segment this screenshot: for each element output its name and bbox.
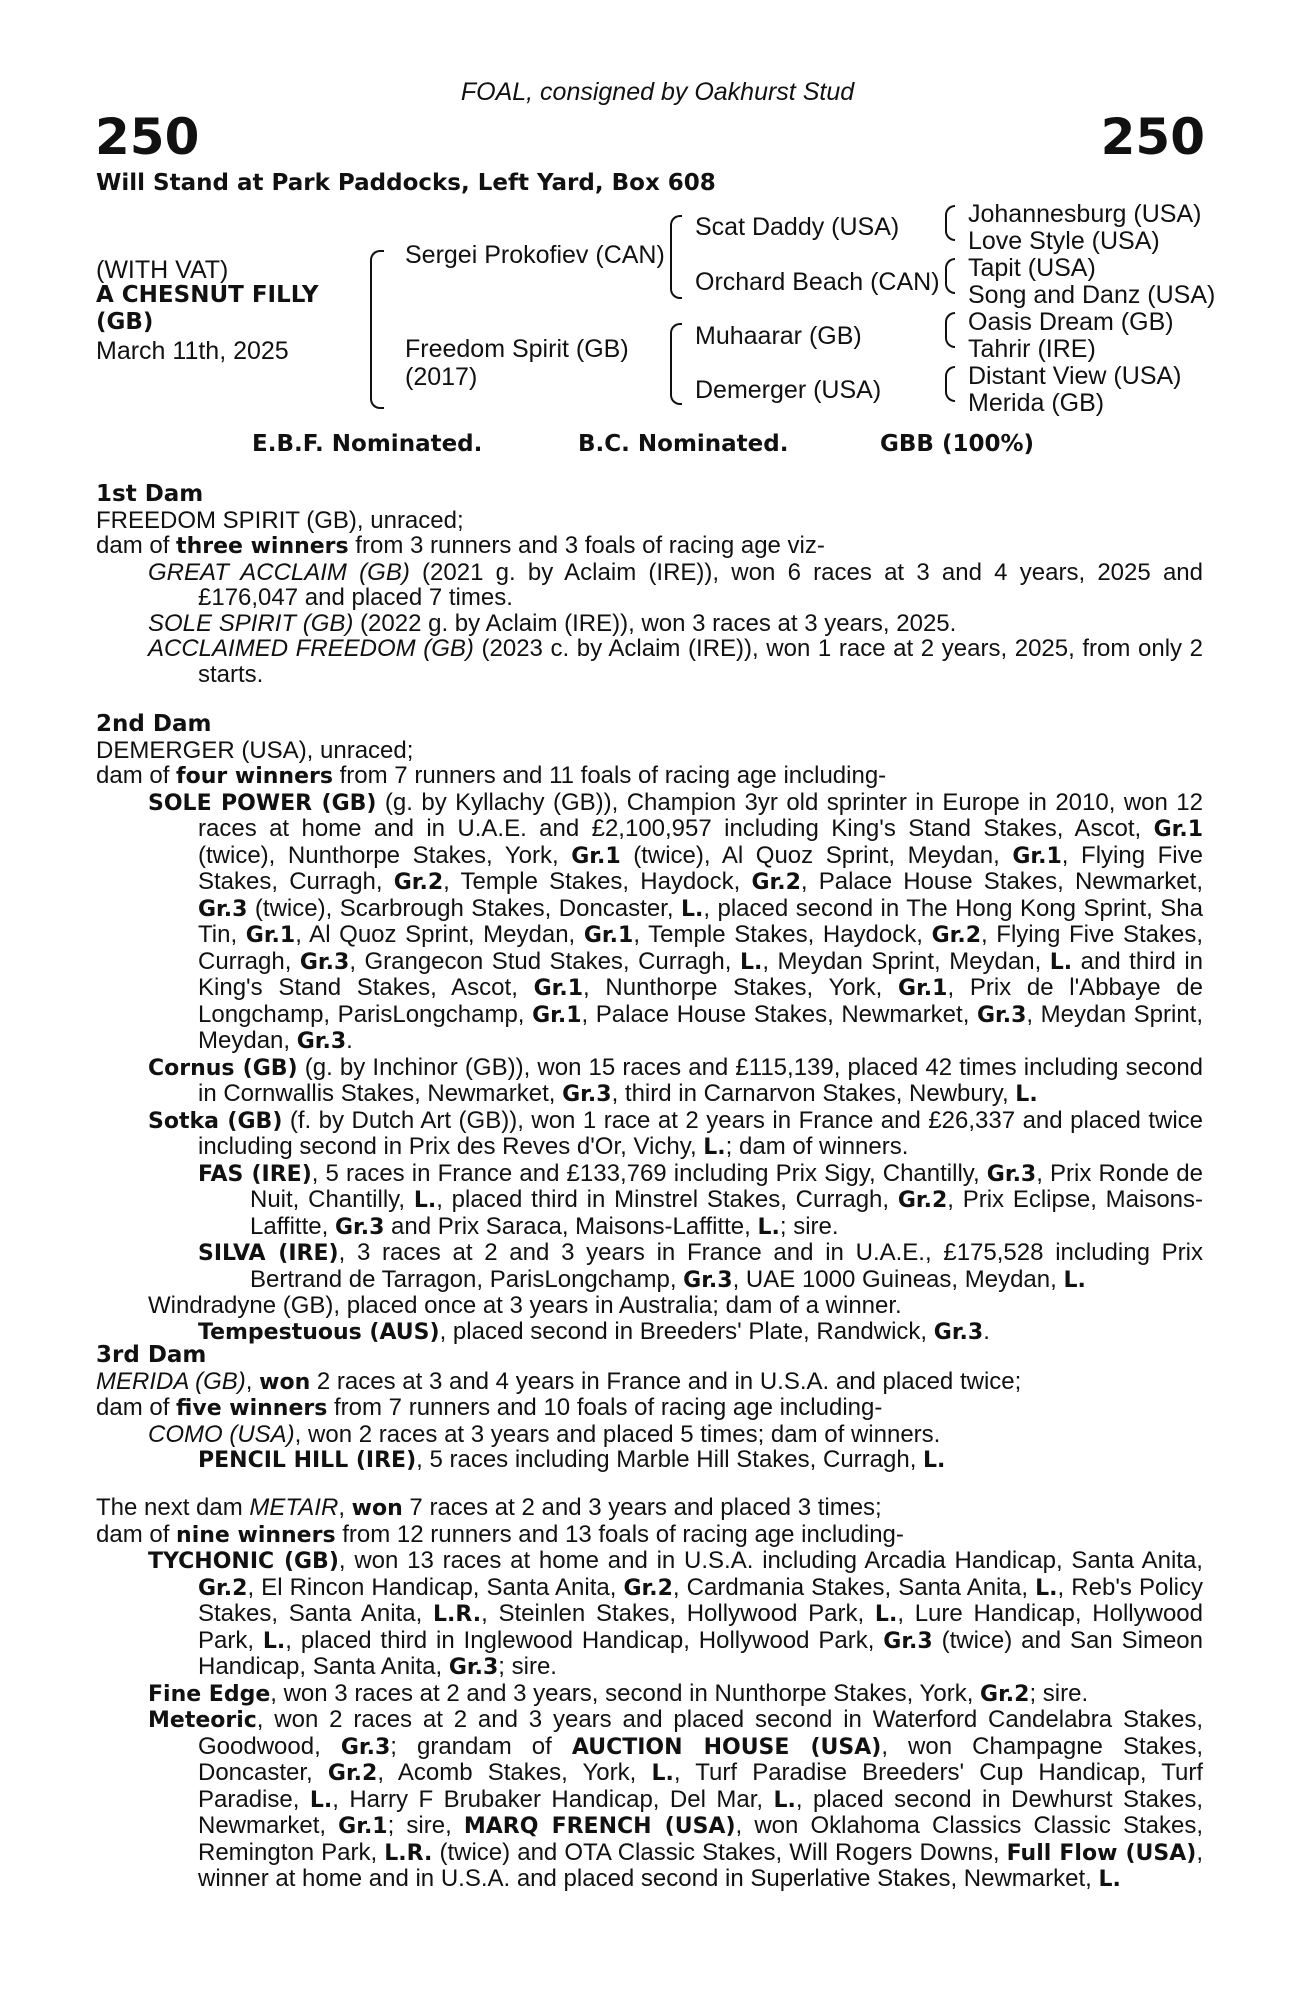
- pedigree-sds: Tapit (USA): [968, 254, 1096, 282]
- foal-dob: March 11th, 2025: [96, 337, 289, 365]
- stabling-location: Will Stand at Park Paddocks, Left Yard, Box 608: [96, 170, 716, 196]
- bc-nomination: B.C. Nominated.: [578, 431, 789, 457]
- pedigree-brace-main: [370, 250, 384, 409]
- second-dam-name: DEMERGER (USA), unraced;: [96, 736, 414, 764]
- fas-entry: FAS (IRE), 5 races in France and £133,769 including Prix Sigy, Chantilly, Gr.3, Prix Ronde de Nuit, Chantilly, L., placed third in Minstrel Stakes, Curragh, Gr.2, Prix Eclipse, Maisons-Laffitte, Gr.3 and Prix Saraca, Maisons-Laffitte, L.; sire.: [198, 1159, 1204, 1240]
- first-dam-name: FREEDOM SPIRIT (GB), unraced;: [96, 506, 464, 534]
- tychonic-entry: TYCHONIC (GB), won 13 races at home and in U.S.A. including Arcadia Handicap, Santa Anita, Gr.2, El Rincon Handicap, Santa Anita, Gr.2, Cardmania Stakes, Santa Anita, L., Reb's Policy Stakes, Santa Anita, L.R., Steinlen Stakes, Hollywood Park, L., Lure Handicap, Hollywood Park, L., placed third in Inglewood Handicap, Hollywood Park, Gr.3 (twice) and San Simeon Handicap, Santa Anita, Gr.3; sire.: [148, 1547, 1203, 1680]
- pedigree-brace-sire: [670, 215, 682, 299]
- pedigree-brace-dam: [670, 323, 682, 405]
- sotka-entry: Sotka (GB) (f. by Dutch Art (GB)), won 1 race at 2 years in France and £26,337 and placed twice including second in Prix des Reves d'Or, Vichy, L.; dam of winners.: [148, 1106, 1203, 1160]
- first-dam-produce-summary: dam of three winners from 3 runners and 3 foals of racing age viz-: [96, 532, 825, 559]
- pedigree-dss: Oasis Dream (GB): [968, 308, 1174, 336]
- pedigree-dsd: Tahrir (IRE): [968, 335, 1096, 363]
- fine-edge-entry: Fine Edge, won 3 races at 2 and 3 years, second in Nunthorpe Stakes, York, Gr.2; sire.: [148, 1679, 1089, 1707]
- lot-number-left: 250: [95, 108, 200, 166]
- lot-number-right: 250: [1100, 108, 1205, 166]
- como-entry: COMO (USA), won 2 races at 3 years and placed 5 times; dam of winners.: [148, 1420, 941, 1448]
- pedigree-brace-dd: [945, 366, 955, 402]
- silva-entry: SILVA (IRE), 3 races at 2 and 3 years in France and in U.A.E., £175,528 including Prix Bertrand de Tarragon, ParisLongchamp, Gr.3, UAE 1000 Guineas, Meydan, L.: [198, 1239, 1203, 1293]
- foal-description: A CHESNUT FILLY: [96, 282, 319, 308]
- next-dam-name: The next dam METAIR, won 7 races at 2 and 3 years and placed 3 times;: [96, 1494, 882, 1521]
- pedigree-brace-ss: [945, 205, 955, 241]
- first-dam-heading: 1st Dam: [96, 481, 204, 507]
- first-dam-produce-3: ACCLAIMED FREEDOM (GB) (2023 c. by Aclaim (IRE)), won 1 race at 2 years, 2025, from only 2 starts.: [148, 635, 1203, 688]
- second-dam-heading: 2nd Dam: [96, 711, 212, 737]
- pedigree-sdd: Song and Danz (USA): [968, 281, 1216, 309]
- pedigree-sire: Sergei Prokofiev (CAN): [405, 241, 665, 269]
- windradyne-entry: Windradyne (GB), placed once at 3 years in Australia; dam of a winner.: [148, 1292, 902, 1319]
- pedigree-ssd: Love Style (USA): [968, 227, 1160, 255]
- pedigree-dam: Freedom Spirit (GB): [405, 335, 629, 363]
- gbb-status: GBB (100%): [880, 431, 1035, 457]
- pedigree-dam-dam: Demerger (USA): [695, 376, 882, 404]
- pedigree-brace-sd: [945, 258, 955, 294]
- next-dam-produce-summary: dam of nine winners from 12 runners and 13 foals of racing age including-: [96, 1520, 904, 1548]
- pedigree-brace-ds: [945, 312, 955, 348]
- foal-country: (GB): [96, 309, 154, 335]
- pedigree-sss: Johannesburg (USA): [968, 200, 1202, 228]
- second-dam-produce-summary: dam of four winners from 7 runners and 11 foals of racing age including-: [96, 762, 887, 789]
- pedigree-dam-sire: Muhaarar (GB): [695, 322, 862, 350]
- second-dam-section: [96, 712, 1203, 1345]
- tempestuous-entry: Tempestuous (AUS), placed second in Breeders' Plate, Randwick, Gr.3.: [198, 1317, 990, 1345]
- first-dam-section: [96, 482, 1203, 687]
- first-dam-produce-2: SOLE SPIRIT (GB) (2022 g. by Aclaim (IRE)), won 3 races at 3 years, 2025.: [148, 609, 957, 637]
- pedigree-dds: Distant View (USA): [968, 362, 1182, 390]
- vat-note: (WITH VAT): [96, 256, 229, 284]
- pedigree-sire-sire: Scat Daddy (USA): [695, 213, 900, 241]
- third-dam-heading: 3rd Dam: [96, 1342, 207, 1368]
- ebf-nomination: E.B.F. Nominated.: [252, 431, 483, 457]
- third-dam-produce-summary: dam of five winners from 7 runners and 10 foals of racing age including-: [96, 1394, 883, 1421]
- pedigree-ddd: Merida (GB): [968, 389, 1105, 417]
- cornus-entry: Cornus (GB) (g. by Inchinor (GB)), won 15 races and £115,139, placed 42 times including second in Cornwallis Stakes, Newmarket, Gr.3, third in Carnarvon Stakes, Newbury, L.: [148, 1053, 1204, 1107]
- third-dam-name: MERIDA (GB), won 2 races at 3 and 4 years in France and in U.S.A. and placed twice;: [96, 1367, 1022, 1395]
- pedigree-sire-dam: Orchard Beach (CAN): [695, 268, 940, 296]
- next-dam-section: [96, 1495, 1203, 1893]
- catalogue-subtitle: FOAL, consigned by Oakhurst Stud: [460, 78, 855, 106]
- pedigree-dam-year: (2017): [405, 363, 478, 391]
- sole-power-entry: SOLE POWER (GB) (g. by Kyllachy (GB)), Champion 3yr old sprinter in Europe in 2010, won 12 races at home and in U.A.E. and £2,100,957 including King's Stand Stakes, Ascot, Gr.1 (twice), Nunthorpe Stakes, York, Gr.1 (twice), Al Quoz Sprint, Meydan, Gr.1, Flying Five Stakes, Curragh, Gr.2, Temple Stakes, Haydock, Gr.2, Palace House Stakes, Newmarket, Gr.3 (twice), Scarbrough Stakes, Doncaster, L., placed second in The Hong Kong Sprint, Sha Tin, Gr.1, Al Quoz Sprint, Meydan, Gr.1, Temple Stakes, Haydock, Gr.2, Flying Five Stakes, Curragh, Gr.3, Grangecon Stud Stakes, Curragh, L., Meydan Sprint, Meydan, L. and third in King's Stand Stakes, Ascot, Gr.1, Nunthorpe Stakes, York, Gr.1, Prix de l'Abbaye de Longchamp, ParisLongchamp, Gr.1, Palace House Stakes, Newmarket, Gr.3, Meydan Sprint, Meydan, Gr.3.: [148, 788, 1204, 1054]
- first-dam-produce-1: GREAT ACCLAIM (GB) (2021 g. by Aclaim (IRE)), won 6 races at 3 and 4 years, 2025 and £176,047 and placed 7 times.: [148, 558, 1204, 611]
- third-dam-section: [96, 1343, 1203, 1474]
- meteoric-entry: Meteoric, won 2 races at 2 and 3 years and placed second in Waterford Candelabra Stakes, Goodwood, Gr.3; grandam of AUCTION HOUSE (USA), won Champagne Stakes, Doncaster, Gr.2, Acomb Stakes, York, L., Turf Paradise Breeders' Cup Handicap, Turf Paradise, L., Harry F Brubaker Handicap, Del Mar, L., placed second in Dewhurst Stakes, Newmarket, Gr.1; sire, MARQ FRENCH (USA), won Oklahoma Classics Classic Stakes, Remington Park, L.R. (twice) and OTA Classic Stakes, Will Rogers Downs, Full Flow (USA), winner at home and in U.S.A. and placed second in Superlative Stakes, Newmarket, L.: [148, 1706, 1204, 1892]
- pencil-hill-entry: PENCIL HILL (IRE), 5 races including Marble Hill Stakes, Curragh, L.: [198, 1446, 946, 1473]
